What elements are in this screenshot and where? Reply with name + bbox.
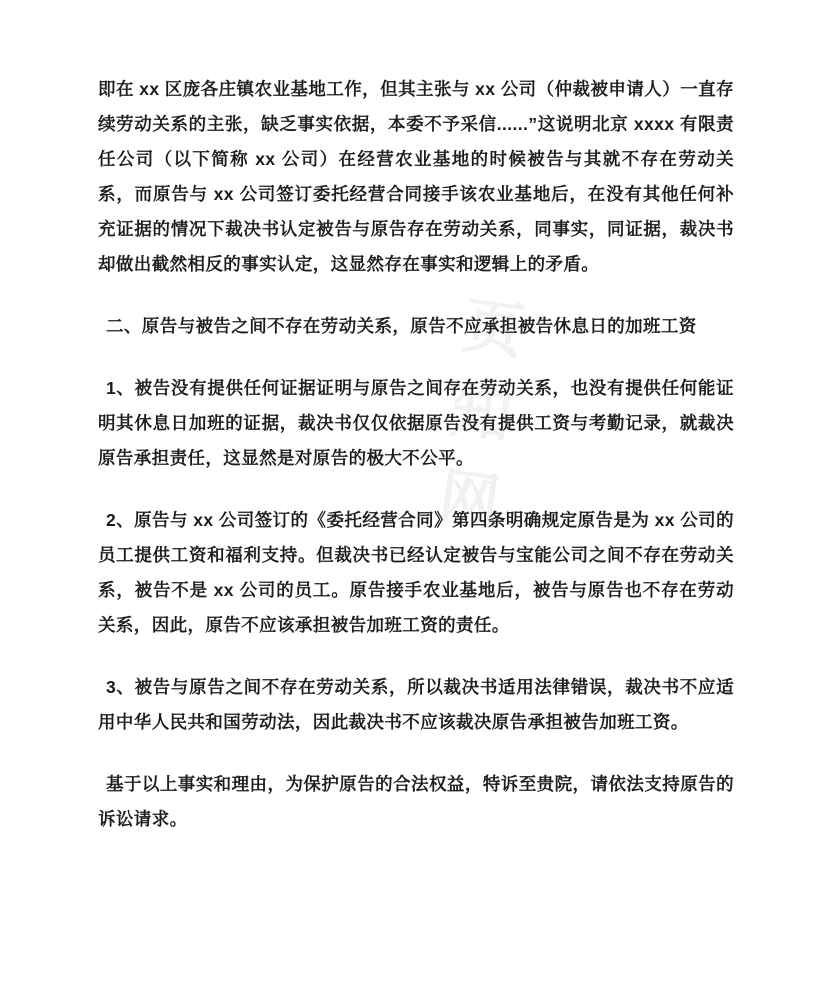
document-content xyxy=(98,72,734,864)
paragraph-point-3: 3、被告与原告之间不存在劳动关系，所以裁决书适用法律错误，裁决书不应适用中华人民共和国劳动法，因此裁决书不应该裁决原告承担被告加班工资。 xyxy=(98,677,734,732)
site-watermark: 页知网 xyxy=(424,291,527,557)
paragraph-point-1: 1、被告没有提供任何证据证明与原告之间存在劳动关系，也没有提供任何能证明其休息日加班的证据，裁决书仅仅依据原告没有提供工资与考勤记录，就裁决原告承担责任，这显然是对原告的极大不公平。 xyxy=(98,378,734,468)
paragraph-point-2: 2、原告与 xx 公司签订的《委托经营合同》第四条明确规定原告是为 xx 公司的员工提供工资和福利支持。但裁决书已经认定被告与宝能公司之间不存在劳动关系，被告不是 xx 公司的员工。原告接手农业基地后，被告与原告也不存在劳动关系，因此，原告不应该承担被告加班工资的责任。 xyxy=(98,510,734,635)
paragraph-continuation: 即在 xx 区庞各庄镇农业基地工作，但其主张与 xx 公司（仲裁被申请人）一直存续劳动关系的主张，缺乏事实依据，本委不予采信......”这说明北京 xxxx 有限责任公司（以下简称 xx 公司）在经营农业基地的时候被告与其就不存在劳动关系，而原告与 xx 公司签订委托经营合同接手该农业基地后，在没有其他任何补充证据的情况下裁决书认定被告与原告存在劳动关系，同事实，同证据，裁决书却做出截然相反的事实认定，这显然存在事实和逻辑上的矛盾。 xyxy=(98,79,734,274)
paragraph-closing: 基于以上事实和理由，为保护原告的合法权益，特诉至贵院，请依法支持原告的诉讼请求。 xyxy=(98,774,734,829)
section-heading: 二、原告与被告之间不存在劳动关系，原告不应承担被告休息日的加班工资 xyxy=(106,316,697,336)
